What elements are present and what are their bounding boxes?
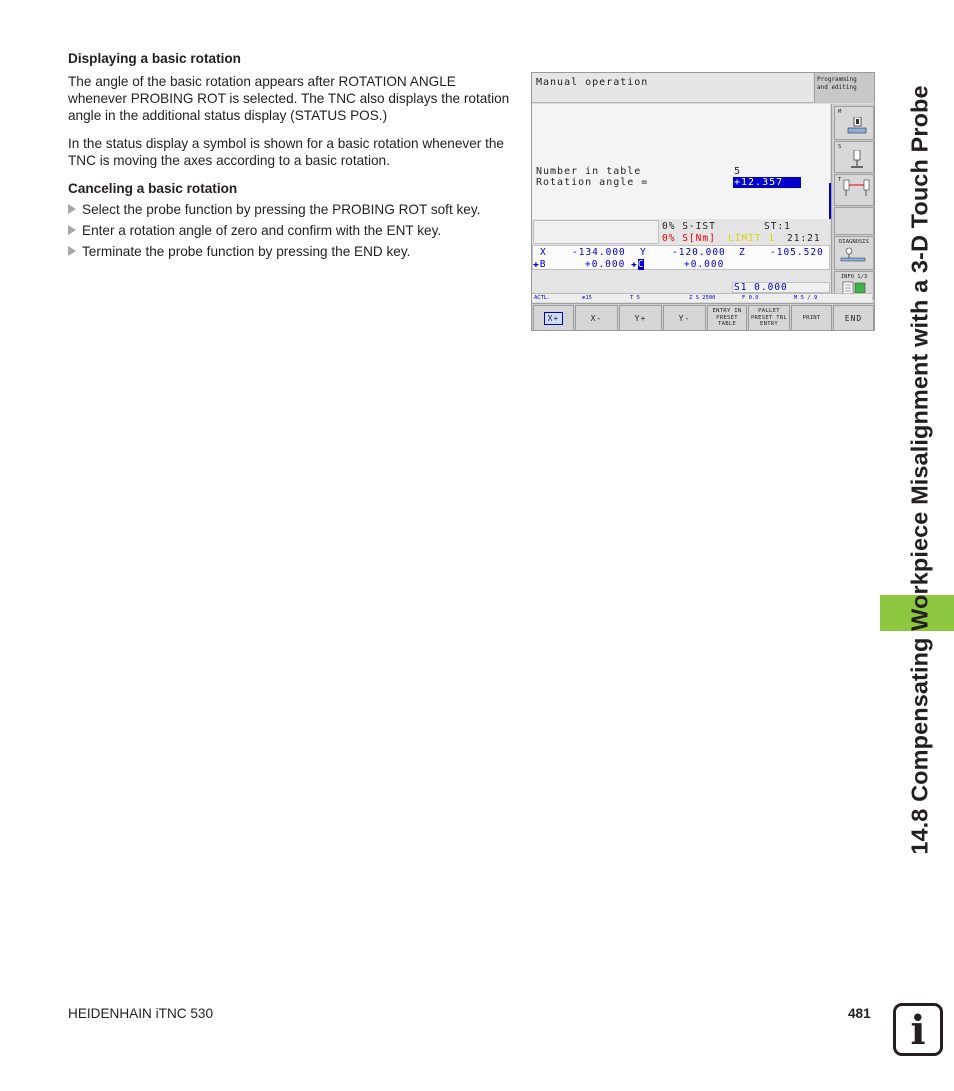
text-column (68, 50, 516, 264)
softkey-x-minus[interactable]: X- (575, 305, 618, 331)
tool-t: T 5 (630, 295, 640, 301)
s-ist-pct: 0% (662, 221, 676, 232)
softkey-entry-line1: ENTRY IN (712, 308, 742, 315)
step-text: Enter a rotation angle of zero and confirm with the ENT key. (82, 223, 442, 238)
rotation-angle-input[interactable]: +12.357 (733, 177, 801, 188)
information-icon-glyph: i (910, 1006, 926, 1054)
number-in-table-value: 5 (734, 166, 742, 177)
softkey-diagnosis[interactable] (834, 236, 874, 270)
machine-icon (846, 117, 868, 137)
diagnosis-icon (839, 246, 869, 264)
axis-b-value: +0.000 (585, 259, 626, 270)
softkey-pallet-line3: ENTRY (759, 321, 779, 328)
bottom-status-bar (532, 293, 872, 302)
tnc-main-area (532, 104, 830, 219)
chapter-side-title-text: 14.8 Compensating Workpiece Misalignment with a 3-D Touch Probe (906, 85, 933, 855)
softkey-info-label: INFO 1/3 (840, 274, 868, 280)
s-ist-label: S-IST (682, 221, 716, 232)
status-display (532, 219, 830, 300)
axis-c-label (631, 259, 644, 270)
tool-value: 15 (585, 295, 592, 301)
footer-product-name: HEIDENHAIN iTNC 530 (68, 1006, 214, 1021)
softkey-t[interactable] (834, 174, 874, 206)
spindle-s1: S1 0.000 (734, 282, 788, 293)
tool-icon: ⊕ (582, 295, 586, 301)
softkey-diagnosis-label: DIAGNOSIS (839, 239, 869, 245)
spindle-zs: Z S 2500 (689, 295, 716, 301)
step-item (68, 243, 516, 260)
softkey-pallet-line2: PRESET TBL (750, 314, 788, 321)
snm-pct: 0% (662, 233, 676, 244)
tool-length-icon (840, 179, 874, 199)
softkey-y-plus[interactable]: Y+ (619, 305, 662, 331)
tnc-title: Manual operation (532, 73, 813, 103)
tnc-mode-line2: and editing (817, 84, 857, 91)
axis-z-value: -105.520 (770, 247, 824, 258)
spindle-icon (848, 150, 870, 170)
heading-displaying-basic-rotation: Displaying a basic rotation (68, 51, 241, 66)
softkey-s[interactable] (834, 141, 874, 173)
triangle-bullet-icon (68, 246, 76, 256)
step-text: Select the probe function by pressing the PROBING ROT soft key. (82, 202, 481, 217)
tnc-mode-line1: Programming (817, 76, 857, 83)
axis-y-label: Y (640, 247, 647, 258)
axis-c-letter: C (637, 259, 645, 270)
triangle-bullet-icon (68, 204, 76, 214)
softkey-entry-line2: PRESET (716, 314, 738, 321)
axis-c-value: +0.000 (684, 259, 725, 270)
rotation-arrow-icon: ✚ (533, 259, 540, 270)
softkey-x-plus[interactable] (533, 305, 574, 331)
status-limit: LIMIT 1 (728, 233, 776, 244)
status-s-ist (662, 221, 716, 232)
softkey-entry-in-preset-table[interactable] (707, 305, 747, 331)
heading-canceling-basic-rotation: Canceling a basic rotation (68, 181, 238, 196)
chapter-side-title (895, 50, 945, 890)
information-icon (893, 1003, 943, 1056)
softkey-m-label: M (838, 109, 842, 115)
softkey-entry-line3: TABLE (717, 321, 737, 328)
feed-f: F 0.0 (742, 295, 759, 301)
step-text: Terminate the probe function by pressing the END key. (82, 244, 411, 259)
vertical-softkey-bar (831, 104, 875, 300)
axis-x-value: -134.000 (572, 247, 626, 258)
status-st: ST:1 (764, 221, 791, 232)
step-item (68, 222, 516, 239)
status-snm (662, 233, 716, 244)
tool-number (582, 295, 592, 301)
m-function: M 5 / 9 (794, 295, 818, 301)
softkey-y-minus[interactable]: Y- (663, 305, 706, 331)
triangle-bullet-icon (68, 225, 76, 235)
softkey-pallet-line1: PALLET (758, 308, 780, 315)
softkey-m[interactable] (834, 106, 874, 140)
softkey-print[interactable]: PRINT (791, 305, 832, 331)
step-item (68, 201, 516, 218)
horizontal-softkey-bar (532, 303, 875, 331)
snm-label: S[Nm] (682, 233, 716, 244)
rotation-arrow-icon: ✚ (631, 259, 638, 270)
softkey-t-label: T (838, 177, 842, 183)
axis-y-value: -120.000 (672, 247, 726, 258)
axis-z-label: Z (739, 247, 746, 258)
tnc-screenshot (531, 72, 875, 331)
actl-label: ACTL. (534, 295, 551, 301)
footer-page-number: 481 (848, 1006, 871, 1021)
status-time: 21:21 (787, 233, 821, 244)
softkey-blank[interactable] (834, 207, 874, 235)
tnc-mode-button[interactable] (814, 73, 875, 103)
paragraph-status-symbol: In the status display a symbol is shown for a basic rotation whenever the TNC is moving the axes according to a basic rotation. (68, 136, 504, 168)
number-in-table-label: Number in table (536, 166, 642, 177)
softkey-pallet-preset-entry[interactable] (748, 305, 790, 331)
axis-b-letter: B (539, 259, 547, 270)
axis-b-label (533, 259, 546, 270)
softkey-s-label: S (838, 144, 842, 150)
axis-x-label: X (540, 247, 547, 258)
status-cell-left (533, 220, 659, 244)
rotation-angle-label: Rotation angle = (536, 177, 649, 188)
softkey-end[interactable]: END (833, 305, 874, 331)
softkey-x-plus-label: X+ (544, 312, 564, 325)
paragraph-rotation-angle: The angle of the basic rotation appears after ROTATION ANGLE whenever PROBING ROT is selected. The TNC also displays the rotation angle in the additional status display (STATUS POS.) (68, 74, 510, 123)
